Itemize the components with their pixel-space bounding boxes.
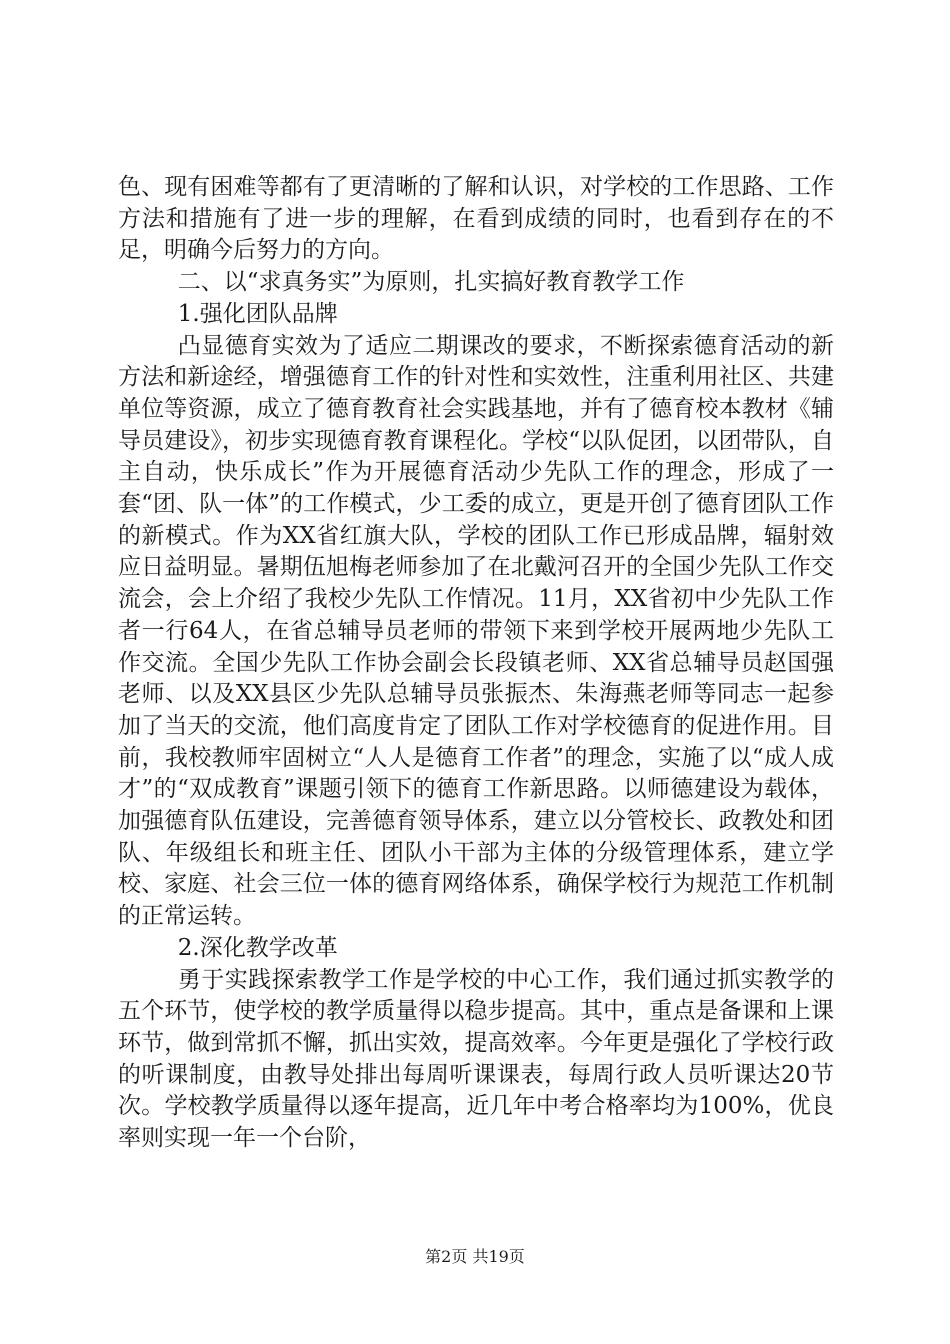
section-heading: 二、以“求真务实”为原则，扎实搞好教育教学工作: [177, 269, 685, 296]
sub-heading-teaching-reform: 2.深化教学改革: [177, 934, 338, 961]
paragraph-continuation: 色、现有困难等都有了更清晰的了解和认识，对学校的工作思路、工作方法和措施有了进一步的理解，在看到成绩的同时，也看到存在的不足，明确今后努力的方向。: [118, 174, 834, 264]
sub-heading-team-brand: 1.强化团队品牌: [177, 300, 338, 327]
document-body: [118, 172, 834, 1155]
paragraph-teaching-work: 勇于实践探索教学工作是学校的中心工作，我们通过抓实教学的五个环节，使学校的教学质量得以稳步提高。其中，重点是备课和上课环节，做到常抓不懈，抓出实效，提高效率。今年更是强化了学校行政的听课制度，由教导处排出每周听课课表，每周行政人员听课达20节次。学校教学质量得以逐年提高，近几年中考合格率均为100%，优良率则实现一年一个台阶，: [118, 966, 834, 1152]
paragraph-moral-education: 凸显德育实效为了适应二期课改的要求，不断探索德育活动的新方法和新途经，增强德育工作的针对性和实效性，注重利用社区、共建单位等资源，成立了德育教育社会实践基地，并有了德育校本教材《辅导员建设》，初步实现德育教育课程化。学校“以队促团，以团带队，自主自动，快乐成长”作为开展德育活动少先队工作的理念，形成了一套“团、队一体”的工作模式，少工委的成立，更是开创了德育团队工作的新模式。作为XX省红旗大队，学校的团队工作已形成品牌，辐射效应日益明显。暑期伍旭梅老师参加了在北戴河召开的全国少先队工作交流会，会上介绍了我校少先队工作情况。11月，XX省初中少先队工作者一行64人，在省总辅导员老师的带领下来到学校开展两地少先队工作交流。全国少先队工作协会副会长段镇老师、XX省总辅导员赵国强老师、以及XX县区少先队总辅导员张振杰、朱海燕老师等同志一起参加了当天的交流，他们高度肯定了团队工作对学校德育的促进作用。目前，我校教师牢固树立“人人是德育工作者”的理念，实施了以“成人成才”的“双成教育”课题引领下的德育工作新思路。以师德建设为载体，加强德育队伍建设，完善德育领导体系，建立以分管校长、政教处和团队、年级组长和班主任、团队小干部为主体的分级管理体系，建立学校、家庭、社会三位一体的德育网络体系，确保学校行为规范工作机制的正常运转。: [118, 332, 834, 930]
page-number-footer: 第2页 共19页: [425, 1247, 525, 1266]
